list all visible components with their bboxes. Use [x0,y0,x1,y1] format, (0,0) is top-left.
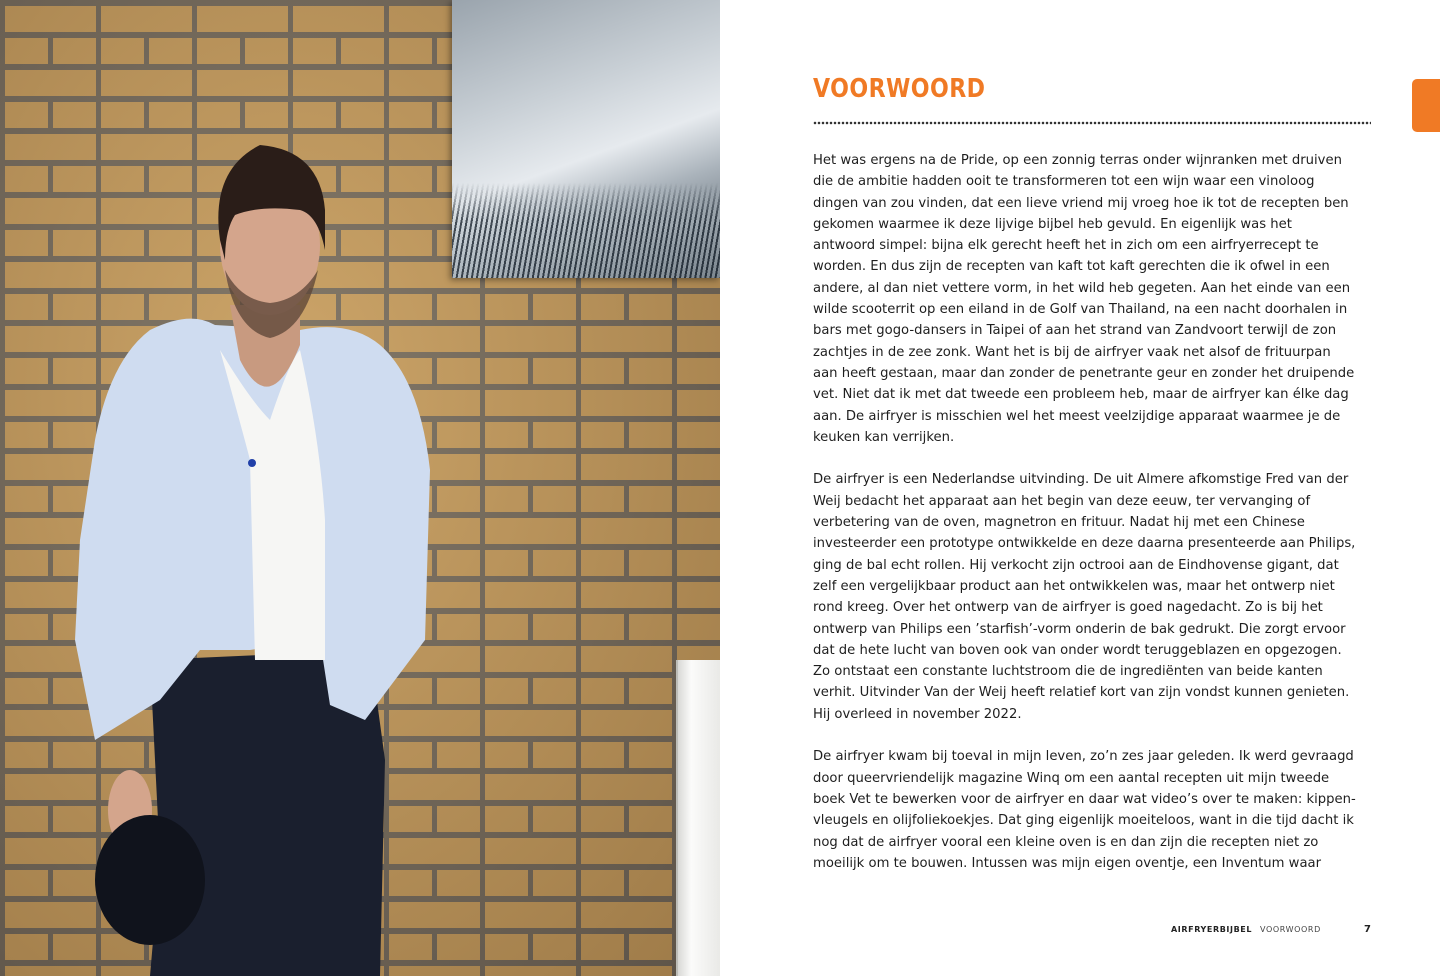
cap [95,815,205,945]
footer-chapter: VOORWOORD [1260,925,1321,934]
body-text [813,150,1356,895]
paragraph: De airfryer kwam bij toeval in mijn leven, zo’n zes jaar geleden. Ik werd gevraagd door queervriendelijk magazine Winq om een aantal recepten uit mijn tweede boek Vet te bewerken voor de airfryer en daar wat video’s over te maken: kippen-vleugels en olijfoliekoekjes. Dat ging eigenlijk moeiteloos, want in die tijd dacht ik nog dat de airfryer vooral een kleine oven is en dan zijn die recepten niet zo moeilijk om te bouwen. Intussen was mijn eigen oventje, een Inventum waar [813,748,1356,871]
dotted-divider [813,121,1371,125]
footer-book-title: AIRFRYERBIJBEL [1171,925,1253,934]
text-page [720,0,1440,976]
running-footer [1171,925,1321,934]
page-number: 7 [1364,924,1371,935]
page-title: VOORWOORD [813,74,986,104]
paragraph: Het was ergens na de Pride, op een zonnig terras onder wijnranken met druiven die de ambitie hadden ooit te transformeren tot een wijn waar een vinoloog dingen van zou vinden, dat een lieve vriend mij vroeg hoe ik tot de recepten ben gekomen waarmee ik deze lijvige bijbel heb gevuld. En eigenlijk was het antwoord simpel: bijna elk gerecht heeft het in zich om een airfryerrecept te worden. En dus zijn de recepten van kaft tot kaft gerechten die ik ofwel in een andere, al dan niet vettere vorm, in het wild heb gegeten. Aan het einde van een wilde scooterrit op een eiland in de Golf van Thailand, na een nacht doorhalen in bars met gogo-dansers in Taipei of aan het strand van Zandvoort terwijl de zon zachtjes in de zee zonk. Want het is bij de airfryer vaak net alsof de frituurpan aan heeft gestaan, maar dan zonder de penetrante geur en zonder het druipende vet. Niet dat ik met dat tweede een probleem heb, maar de airfryer kan élke dag aan. De airfryer is misschien wel het meest veelzijdige apparaat waarmee je de keuken kan verrijken. [813,152,1355,445]
paragraph: De airfryer is een Nederlandse uitvinding. De uit Almere afkomstige Fred van der Weij bedacht het apparaat aan het begin van deze eeuw, ter vervanging of verbetering van de oven, magnetron en frituur. Nadat hij met een Chinese investeerder een prototype ontwikkelde en deze daarna presenteerde aan Philips, ging de bal echt rollen. Hij verkocht zijn octrooi aan de Eindhovense gigant, dat zelf een vergelijkbaar product aan het ontwikkelen was, maar het ontwerp niet rond kreeg. Over het ontwerp van de airfryer is goed nagedacht. Zo is bij het ontwerp van Philips een ’starfish’-vorm onderin de bak gedrukt. Die zorgt ervoor dat de hete lucht van boven ook van onder wordt teruggeblazen en opgezogen. Zo ontstaat een constante luchtstroom die de ingrediënten van beide kanten verhit. Uitvinder Van der Weij heeft relatief kort van zijn vondst kunnen genieten. Hij overleed in november 2022. [813,471,1356,722]
pendant [248,459,256,467]
chapter-tab [1412,79,1440,132]
